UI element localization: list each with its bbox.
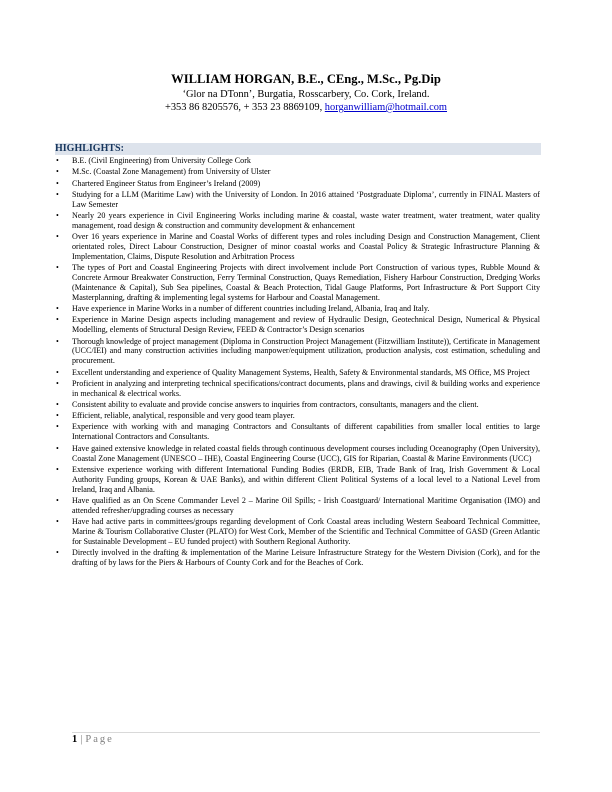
highlights-heading: HIGHLIGHTS:	[55, 143, 124, 154]
footer-divider	[72, 732, 540, 733]
list-item: • Excellent understanding and experience of Quality Management Systems, Health, Safety & Environmental standards, MS Office, MS Project	[55, 368, 540, 378]
footer-separator: |	[80, 734, 83, 745]
list-item: • Thorough knowledge of project management (Diploma in Construction Project Management (Fitzwilliam Institute)), Certificate in Management (UCC/IEI) and many construction activities including manpower/equipment utilization, production analysis, cost estimation, scheduling and procurement.	[55, 337, 540, 367]
list-item: • The types of Port and Coastal Engineering Projects with direct involvement include Port Construction of various types, Rubble Mound & Concrete Armour Breakwater Construction, Ferry Terminal Construction, Quays Remediation, Fishery Harbour Construction, Dredging Works (Maintenance & Capital), Sub Sea pipelines, Coastal & Beach Protection, Tidal Gauge Platforms, Port Infrastructure & Port Support City Masterplanning, drafting & implementing legal systems for Harbour and Coastal Management.	[55, 263, 540, 303]
candidate-name: WILLIAM HORGAN, B.E., CEng., M.Sc., Pg.Dip	[171, 72, 441, 86]
document-header	[0, 72, 612, 114]
list-item: • Efficient, reliable, analytical, responsible and very good team player.	[55, 411, 540, 421]
list-item: • M.Sc. (Coastal Zone Management) from University of Ulster	[55, 167, 540, 177]
highlights-list	[55, 156, 540, 569]
list-item: • Have qualified as an On Scene Commander Level 2 – Marine Oil Spills; - Irish Coastguard/ International Maritime Organisation (IMO) and attended refresher/upgrading courses as necessary	[55, 496, 540, 516]
list-item: • Proficient in analyzing and interpreting technical specifications/contract documents, plans and drawings, civil & building works and experience in mechanical & electrical works.	[55, 379, 540, 399]
list-item: • Have gained extensive knowledge in related coastal fields through continuous development courses including Oceanography (Open University), Coastal Zone Management (UNESCO – IHE), Coastal Engineering Course (UCC), GIS for Riparian, Coastal & Marine Environments (UCC)	[55, 444, 540, 464]
page-number: 1	[72, 734, 78, 745]
list-item: • Consistent ability to evaluate and provide concise answers to inquiries from contractors, consultants, managers and the client.	[55, 400, 540, 410]
list-item: • Chartered Engineer Status from Engineer’s Ireland (2009)	[55, 179, 540, 189]
list-item: • Directly involved in the drafting & implementation of the Marine Leisure Infrastructure Strategy for the Western Division (Cork), and for the drafting of by laws for the Piers & Harbours of County Cork and for the Beaches of Cork.	[55, 548, 540, 568]
list-item: • Experience with working with and managing Contractors and Consultants of different capabilities from smaller local entities to large International Contractors and Consultants.	[55, 422, 540, 442]
page-label: Page	[85, 734, 114, 745]
highlights-heading-bar	[55, 143, 541, 155]
list-item: • Experience in Marine Design aspects including management and review of Hydraulic Design, Geotechnical Design, Numerical & Physical Modelling, elements of Structural Design Review, FEED & Contractor’s Design scenarios	[55, 315, 540, 335]
list-item: • B.E. (Civil Engineering) from University College Cork	[55, 156, 540, 166]
contact-line	[0, 101, 612, 114]
list-item: • Have had active parts in committees/groups regarding development of Cork Coastal areas including Western Seaboard Technical Committee, Marine & Tourism Collaborative Cluster (PLATO) for West Cork, Member of the Scientific and Technical Committee of GASD (Green Atlantic for Sustainable Development – EU funded project) with Southern Regional Authority.	[55, 517, 540, 547]
phone-numbers: +353 86 8205576, + 353 23 8869109,	[164, 102, 323, 113]
list-item: • Studying for a LLM (Maritime Law) with the University of London. In 2016 attained ‘Postgraduate Diploma’, currently in FINAL Masters of Law Semester	[55, 190, 540, 210]
email-link[interactable]: horganwilliam@hotmail.com	[324, 102, 448, 113]
list-item: • Nearly 20 years experience in Civil Engineering Works including marine & coastal, waste water treatment, water treatment, water quality management, road design & construction and community development & enhancement	[55, 211, 540, 231]
list-item: • Extensive experience working with different International Funding Bodies (ERDB, EIB, Trade Bank of Iraq, Irish Government & Local Authority Funding groups, Korean & UAE Banks), and within different Client Political Systems of a local level to a National Level from Ireland, Iraq and Albania.	[55, 465, 540, 495]
address-line: ‘Glor na DTonn’, Burgatia, Rosscarbery, Co. Cork, Ireland.	[182, 89, 430, 100]
list-item: • Have experience in Marine Works in a number of different countries including Ireland, Albania, Iraq and Italy.	[55, 304, 540, 314]
list-item: • Over 16 years experience in Marine and Coastal Works of different types and roles including Design and Construction Management, Client orientated roles, Direct Labour Construction, Designer of minor coastal works and Coastal Policy & Strategic Infrastructure Planning & Implementation, Claims, Dispute Resolution and Arbitration Process	[55, 232, 540, 262]
page-footer	[72, 733, 114, 746]
